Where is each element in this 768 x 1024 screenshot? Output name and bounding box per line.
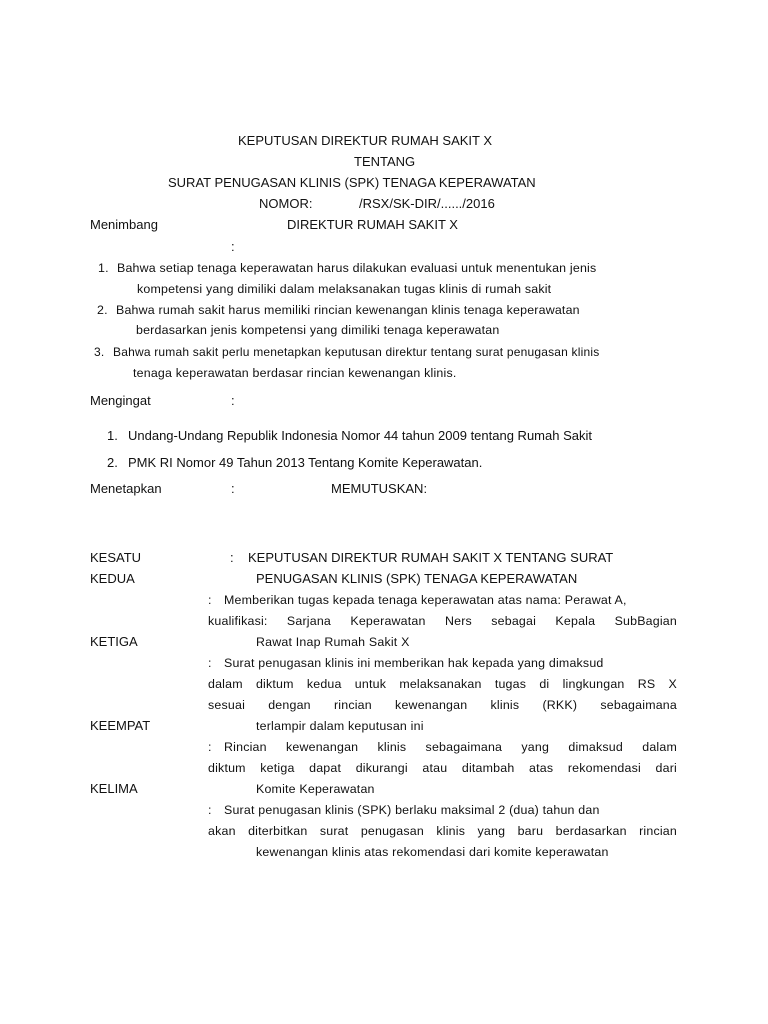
menimbang-item-text: kompetensi yang dimiliki dalam melaksanakan tugas klinis di rumah sakit (137, 282, 552, 296)
ketiga-text: sesuai dengan rincian kewenangan klinis (RKK) sebagaimana (208, 698, 677, 712)
menimbang-item-number: 2. (97, 303, 108, 317)
diktum-label-kelima: KELIMA (90, 781, 138, 796)
nomor-label: NOMOR: (259, 196, 313, 211)
signatory: DIREKTUR RUMAH SAKIT X (287, 217, 458, 232)
mengingat-item-text: Undang-Undang Republik Indonesia Nomor 44 tahun 2009 tentang Rumah Sakit (128, 428, 592, 443)
document-title: KEPUTUSAN DIREKTUR RUMAH SAKIT X (238, 133, 493, 148)
menimbang-item-text: tenaga keperawatan berdasar rincian kewenangan klinis. (133, 366, 457, 380)
diktum-label-kesatu: KESATU (90, 550, 142, 565)
menimbang-item-text: Bahwa rumah sakit perlu menetapkan keputusan direktur tentang surat penugasan klinis (113, 345, 600, 359)
keempat-text: diktum ketiga dapat dikurangi atau ditambah atas rekomendasi dari (208, 761, 677, 775)
menimbang-colon: : (231, 239, 235, 254)
ketiga-text: Surat penugasan klinis ini memberikan hak kepada yang dimaksud (224, 656, 604, 670)
ketiga-text: dalam diktum kedua untuk melaksanakan tugas di lingkungan RS X (208, 677, 677, 691)
document-subject: SURAT PENUGASAN KLINIS (SPK) TENAGA KEPERAWATAN (168, 175, 536, 190)
mengingat-colon: : (231, 393, 235, 408)
kesatu-text: PENUGASAN KLINIS (SPK) TENAGA KEPERAWATAN (256, 571, 578, 586)
keempat-colon: : (208, 740, 212, 754)
kedua-text: kualifikasi: Sarjana Keperawatan Ners sebagai Kepala SubBagian (208, 614, 677, 628)
kedua-text: Memberikan tugas kepada tenaga keperawatan atas nama: Perawat A, (224, 593, 627, 607)
memutuskan-heading: MEMUTUSKAN: (331, 481, 428, 496)
mengingat-item-text: PMK RI Nomor 49 Tahun 2013 Tentang Komite Keperawatan. (128, 455, 483, 470)
menimbang-label: Menimbang (90, 217, 158, 232)
kelima-text: Surat penugasan klinis (SPK) berlaku maksimal 2 (dua) tahun dan (224, 803, 600, 817)
menimbang-item-number: 1. (98, 261, 109, 275)
kesatu-colon: : (230, 550, 234, 565)
menimbang-item-text: Bahwa rumah sakit harus memiliki rincian kewenangan klinis tenaga keperawatan (116, 303, 580, 317)
tentang-heading: TENTANG (354, 154, 416, 169)
mengingat-item-number: 2. (107, 455, 118, 470)
kedua-text: Rawat Inap Rumah Sakit X (256, 635, 410, 649)
ketiga-text: terlampir dalam keputusan ini (256, 719, 424, 733)
kelima-text: akan diterbitkan surat penugasan klinis yang baru berdasarkan rincian (208, 824, 677, 838)
mengingat-item-number: 1. (107, 428, 118, 443)
menimbang-item-text: Bahwa setiap tenaga keperawatan harus dilakukan evaluasi untuk menentukan jenis (117, 261, 597, 275)
kesatu-text: KEPUTUSAN DIREKTUR RUMAH SAKIT X TENTANG SURAT (248, 550, 614, 565)
diktum-label-keempat: KEEMPAT (90, 718, 151, 733)
kedua-colon: : (208, 593, 212, 607)
diktum-label-kedua: KEDUA (90, 571, 135, 586)
kelima-text: kewenangan klinis atas rekomendasi dari komite keperawatan (256, 845, 609, 859)
keempat-text: Rincian kewenangan klinis sebagaimana yang dimaksud dalam (224, 740, 677, 754)
menetapkan-colon: : (231, 481, 235, 496)
diktum-label-ketiga: KETIGA (90, 634, 138, 649)
mengingat-label: Mengingat (90, 393, 151, 408)
keempat-text: Komite Keperawatan (256, 782, 375, 796)
nomor-value: /RSX/SK-DIR/....../2016 (359, 196, 495, 211)
kelima-colon: : (208, 803, 212, 817)
menetapkan-label: Menetapkan (90, 481, 162, 496)
menimbang-item-number: 3. (94, 345, 105, 359)
ketiga-colon: : (208, 656, 212, 670)
menimbang-item-text: berdasarkan jenis kompetensi yang dimiliki tenaga keperawatan (136, 323, 500, 337)
